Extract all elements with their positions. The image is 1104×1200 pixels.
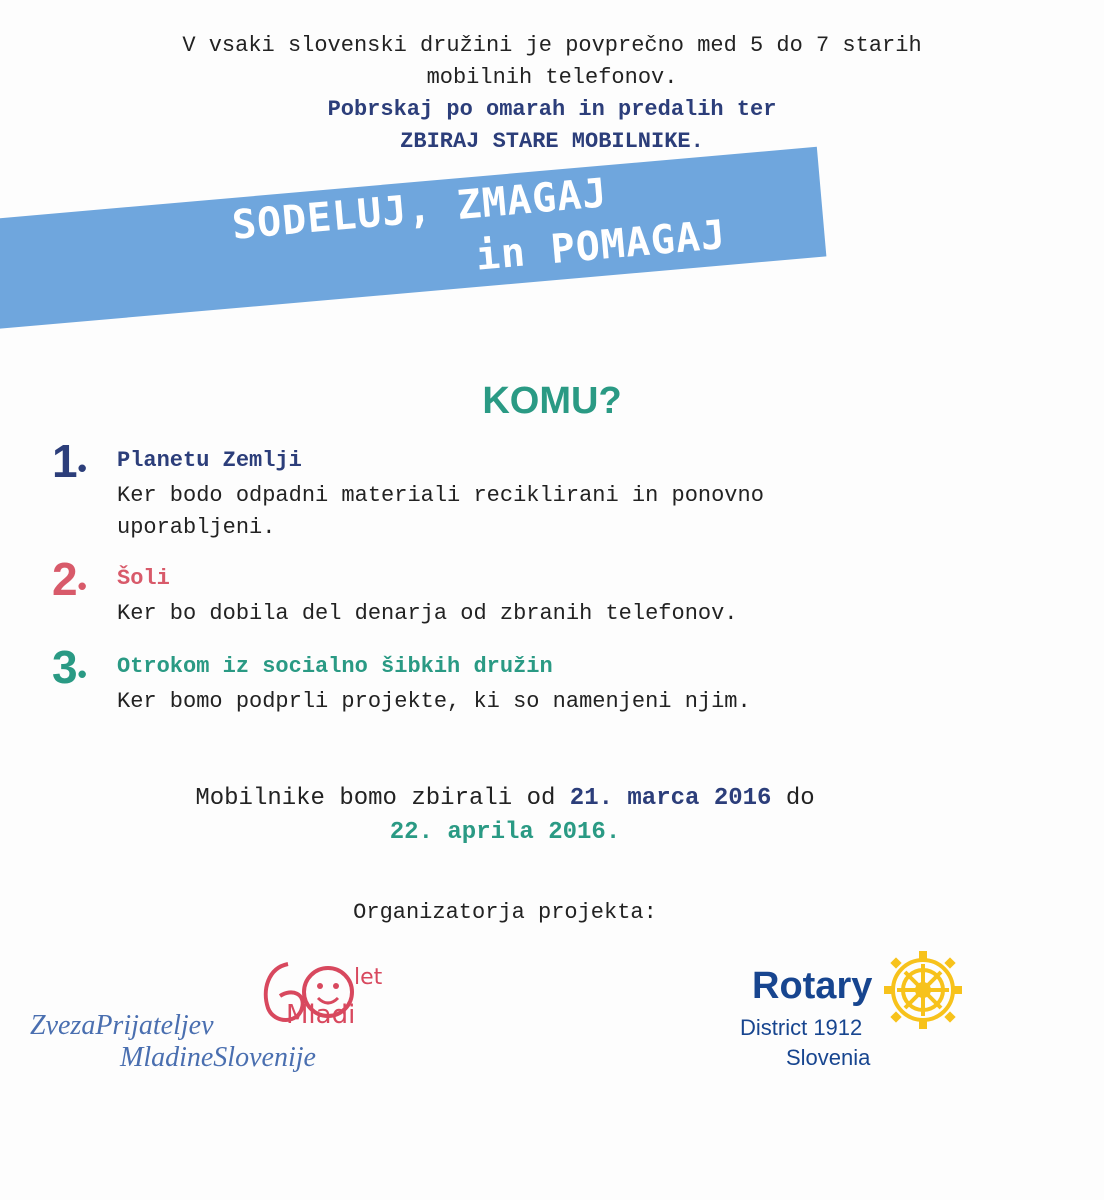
slogan-line-1: SODELUJ, ZMAGAJ	[230, 170, 610, 249]
intro-line-1: V vsaki slovenski družini je povprečno med 5 do 7 starih	[182, 33, 922, 58]
rotary-logo	[730, 945, 980, 1075]
rotary-district: District 1912	[740, 1015, 863, 1040]
zveza-line-2: MladineSlovenije	[120, 1042, 316, 1073]
rotary-wheel-icon	[882, 949, 964, 1031]
zveza-line-1: ZvezaPrijateljev	[30, 1010, 214, 1041]
badge-let: let	[354, 965, 383, 990]
item-number: 2•	[52, 553, 87, 605]
dates-prefix: Mobilnike bomo zbirali od	[195, 785, 556, 812]
intro-line-3: Pobrskaj po omarah in predalih ter	[327, 97, 777, 122]
item-number: 3•	[52, 641, 87, 693]
item-text: Ker bo dobila del denarja od zbranih telefonov.	[117, 601, 738, 626]
dates-middle: do	[785, 785, 815, 812]
item-text: Ker bodo odpadni materiali reciklirani in ponovno uporabljeni.	[117, 483, 764, 540]
zveza-logo	[30, 950, 410, 1080]
intro-line-2: mobilnih telefonov.	[426, 65, 678, 90]
item-title: Šoli	[117, 566, 170, 591]
rotary-name: Rotary	[752, 965, 873, 1007]
item-text: Ker bomo podprli projekte, ki so namenjeni njim.	[117, 689, 751, 714]
rotary-country: Slovenia	[786, 1045, 871, 1070]
intro-text	[40, 30, 1064, 158]
item-title: Otrokom iz socialno šibkih družin	[117, 654, 553, 679]
start-date: 21. marca 2016	[569, 785, 772, 812]
question-heading: KOMU?	[482, 380, 622, 422]
item-title: Planetu Zemlji	[117, 448, 302, 473]
badge-mladi: Mladi	[286, 1000, 356, 1030]
collection-dates	[0, 782, 1010, 850]
end-date: 22. aprila 2016.	[389, 819, 621, 846]
item-number: 1•	[52, 435, 87, 487]
organizers-label: Organizatorja projekta:	[353, 900, 657, 925]
slogan-line-2: in POMAGAJ	[473, 212, 728, 280]
intro-line-4: ZBIRAJ STARE MOBILNIKE.	[400, 129, 704, 154]
